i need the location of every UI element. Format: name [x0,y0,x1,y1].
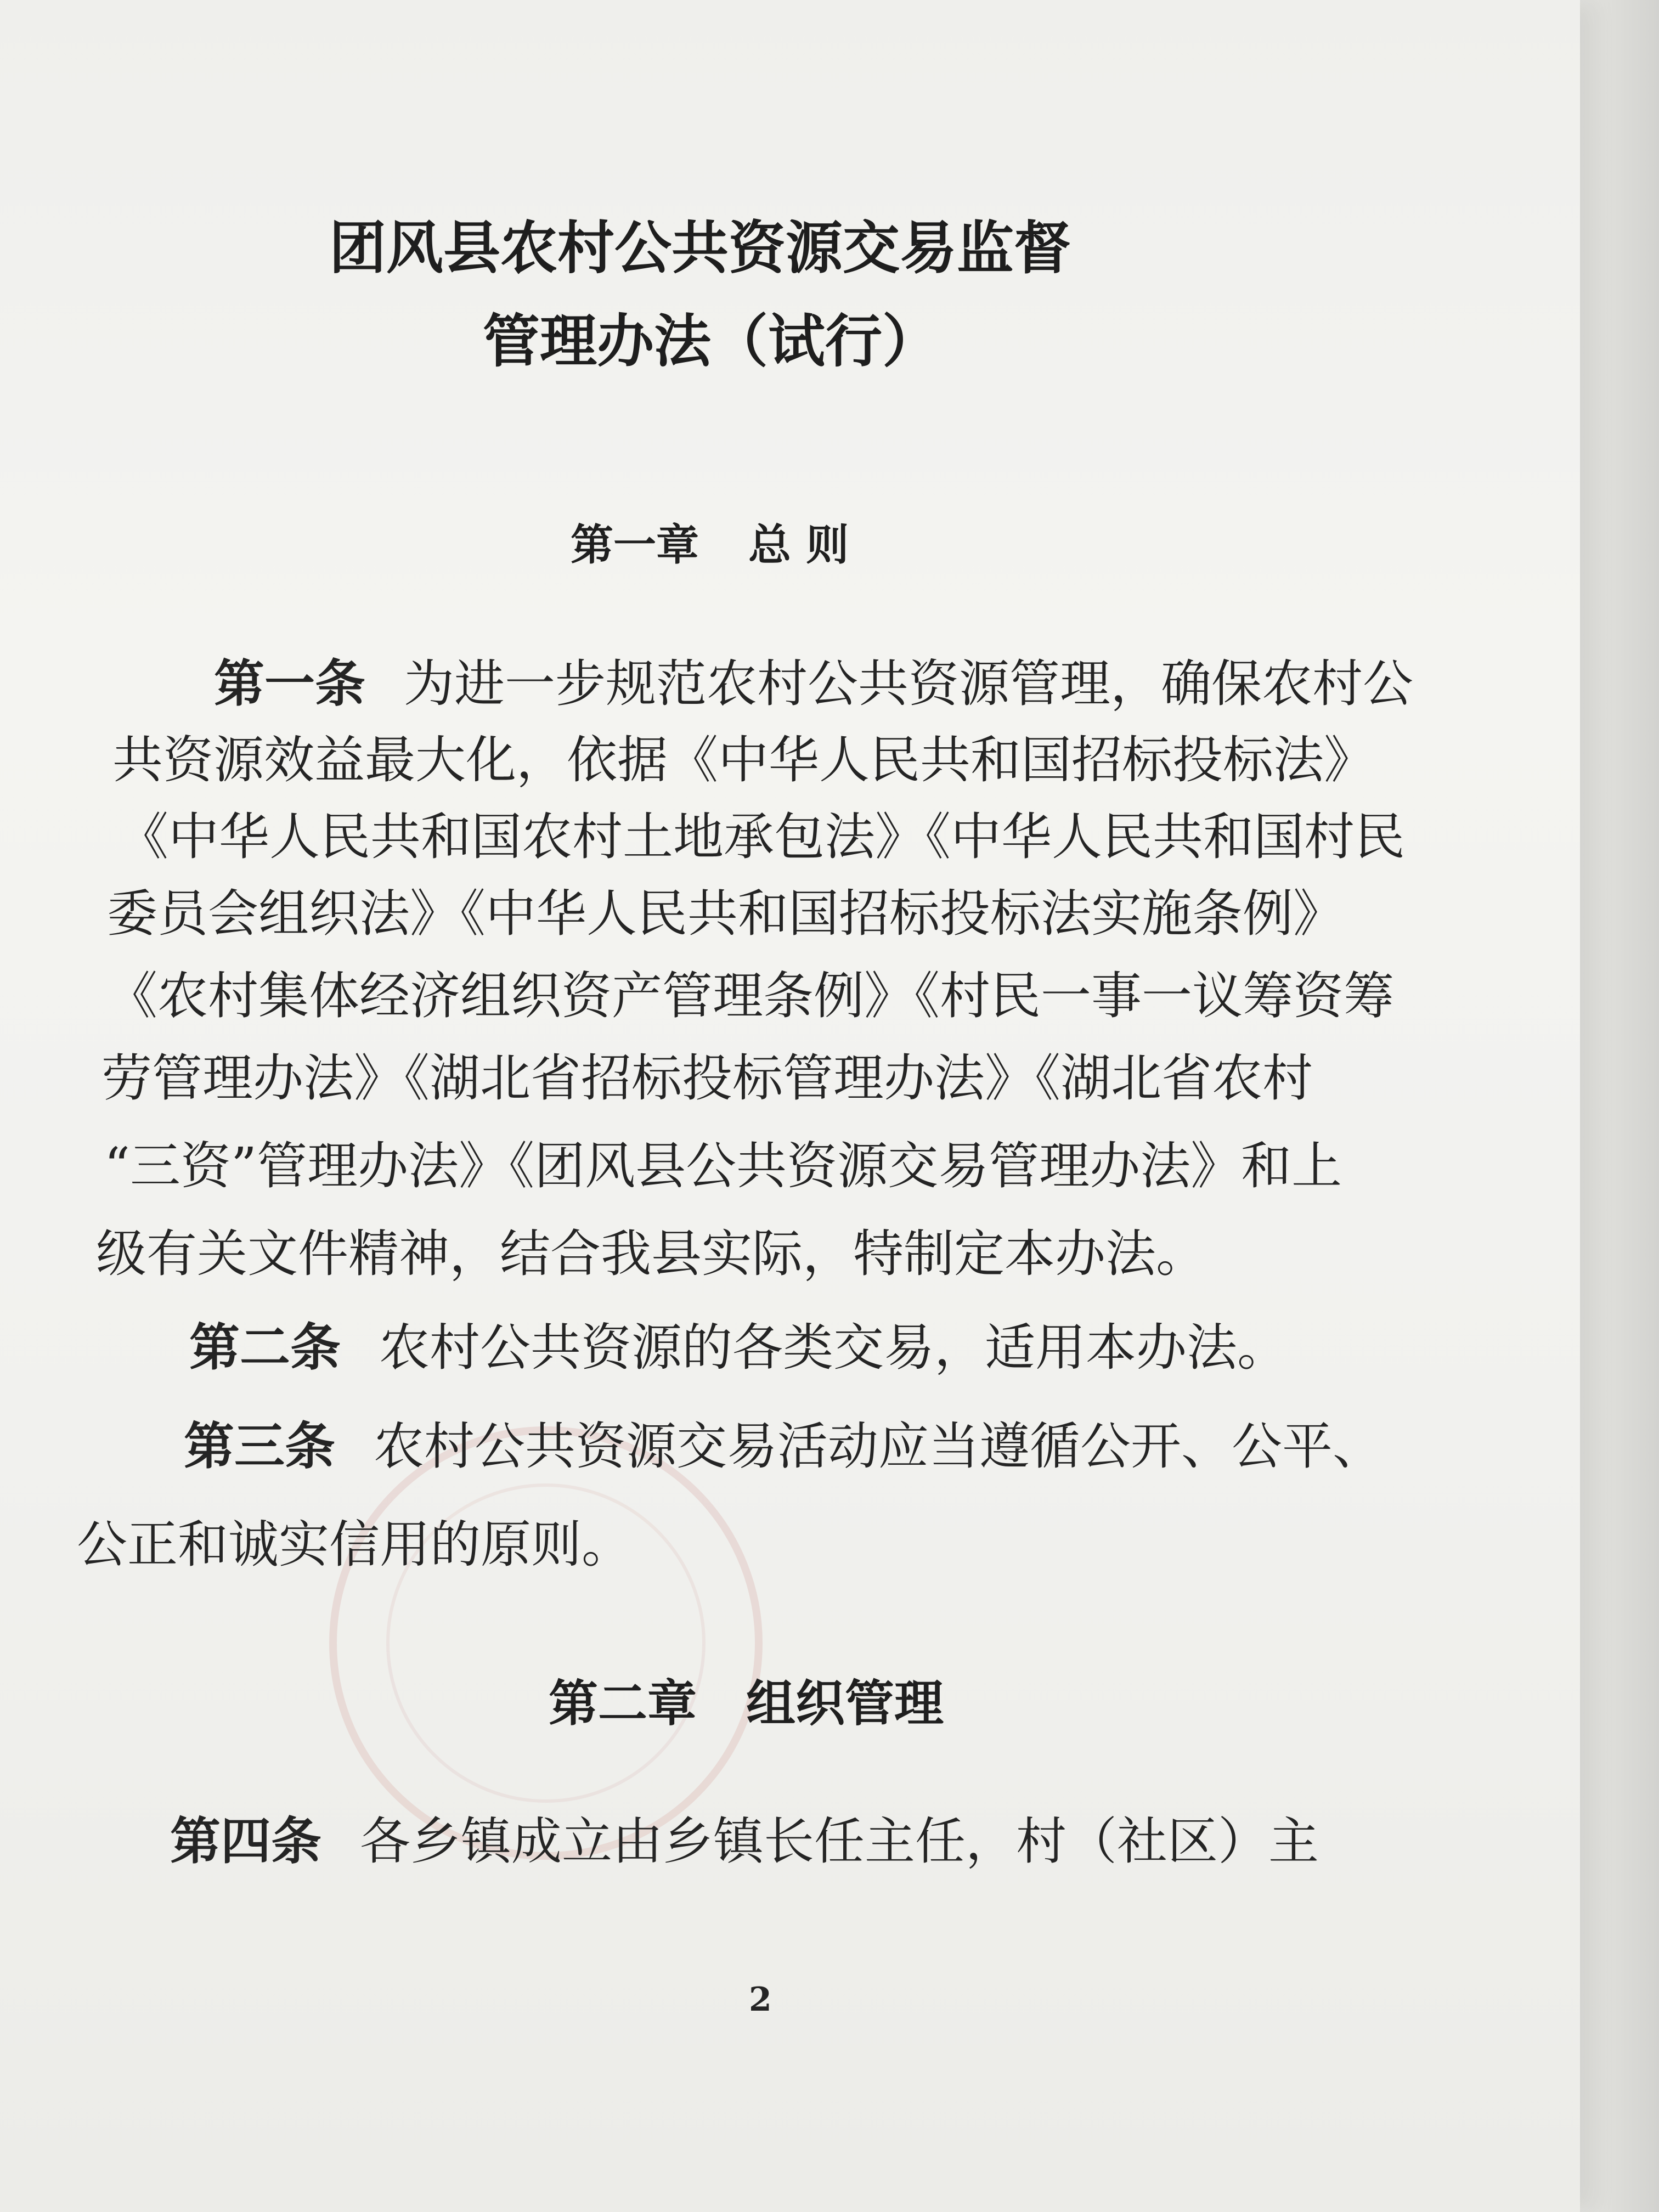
article-3-line-1 [184,1417,1384,1476]
page-number: 2 [749,1980,772,2019]
article-3-label: 第三条 [184,1417,336,1476]
article-3-line-2: 公正和诚实信用的原则。 [77,1515,633,1574]
article-2-label: 第二条 [189,1318,341,1377]
chapter-2-name: 组织管理 [746,1674,944,1733]
article-1-line-5: 《农村集体经济组织资产管理条例》《村民一事一议筹资筹 [107,967,1395,1025]
chapter-1-name: 总 则 [748,520,849,570]
article-2 [189,1318,1288,1377]
article-1-line-3: 《中华人民共和国农村土地承包法》《中华人民共和国村民 [118,808,1406,866]
article-4-text: 各乡镇成立由乡镇长任主任，村（社区）主 [360,1812,1319,1871]
article-3-text-1: 农村公共资源交易活动应当遵循公开、公平、 [374,1417,1384,1476]
article-1-line-4: 委员会组织法》《中华人民共和国招标投标法实施条例》 [107,884,1344,943]
chapter-1-label: 第一章 [571,520,699,570]
chapter-1-heading [571,520,849,570]
chapter-2-label: 第二章 [549,1674,697,1733]
document-title-line2: 管理办法（试行） [483,307,940,375]
article-1-label: 第一条 [214,654,366,713]
chapter-2-heading [549,1674,944,1733]
article-1-line-6: 劳管理办法》《湖北省招标投标管理办法》《湖北省农村 [101,1049,1313,1108]
article-2-text: 农村公共资源的各类交易，适用本办法。 [379,1318,1288,1377]
article-1-line-8: 级有关文件精神，结合我县实际，特制定本办法。 [96,1224,1207,1283]
article-1-text-1: 为进一步规范农村公共资源管理，确保农村公 [404,654,1414,713]
document-title-line1: 团风县农村公共资源交易监督 [329,214,1071,281]
article-1-line-1 [214,654,1414,713]
official-seal [329,1426,763,1860]
article-1-line-7: “三资”管理办法》《团风县公共资源交易管理办法》和上 [104,1137,1342,1195]
article-1-line-2: 共资源效益最大化，依据《中华人民共和国招标投标法》 [112,731,1375,789]
article-4-label: 第四条 [170,1812,322,1871]
article-4-line-1 [170,1812,1319,1871]
